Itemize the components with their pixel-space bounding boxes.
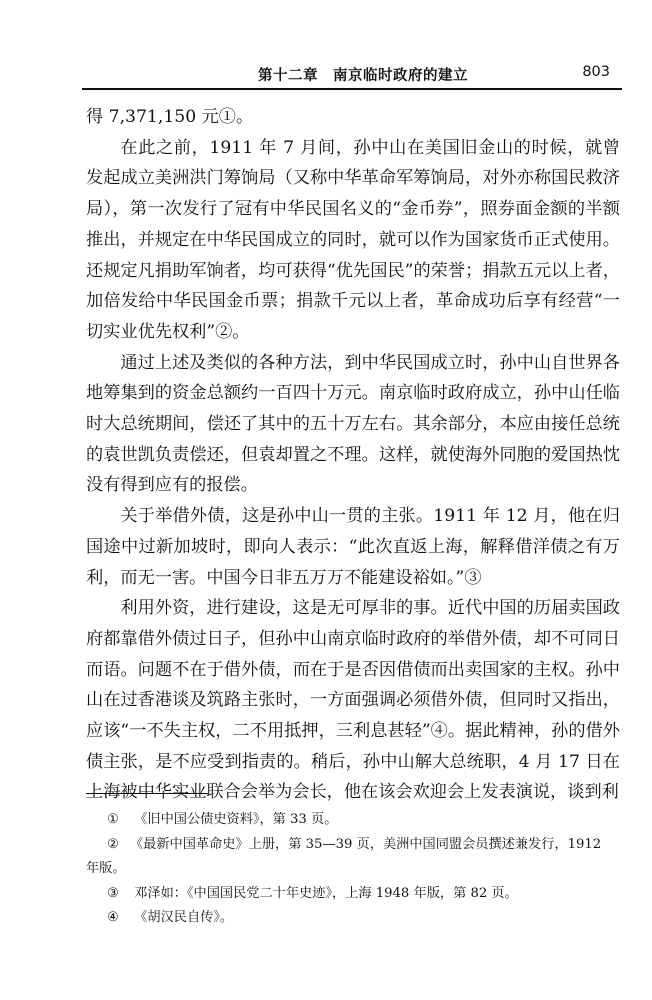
paragraph-1: 得 7,371,150 元①。 (86, 107, 254, 127)
footnote-continuation: 年版。 (86, 861, 126, 876)
paragraph-2: 在此之前，1911 年 7 月间，孙中山在美国旧金山的时候，就曾发起成立美洲洪门筹饷局（又称中华革命军筹饷局，对外亦称国民救济局），第一次发行了冠有中华民国名义的“金币券”，照券面金额的半额推出，并规定在中华民国成立的同时，就可以作为国家货币正式使用。还规定凡捐助军饷者，均可获得“优先国民”的荣誉；捐款五元以上者，加倍发给中华民国金币票；捐款千元以上者，革命成功后享有经营“一切实业优先权利”②。 (86, 137, 620, 342)
footnote-text: 《胡汉民自传》。 (134, 910, 234, 925)
footnote-2 (86, 833, 620, 882)
footnote-text: 《旧中国公债史资料》，第 33 页。 (134, 812, 338, 827)
running-header (82, 58, 622, 90)
page-number: 803 (582, 64, 610, 80)
footnote-4 (86, 906, 620, 931)
footnote-marker: ① (107, 812, 119, 827)
footnote-1 (86, 808, 620, 833)
footnote-3 (86, 882, 620, 907)
footnote-divider (86, 793, 208, 794)
body-text (86, 102, 620, 808)
footnote-text: 邓泽如：《中国国民党二十年史迹》，上海 1948 年版，第 82 页。 (134, 885, 518, 901)
footnote-marker: ② (107, 836, 119, 852)
paragraph-3: 通过上述及类似的各种方法，到中华民国成立时，孙中山自世界各地筹集到的资金总额约一百四十万元。南京临时政府成立，孙中山任临时大总统期间，偿还了其中的五十万左右。其余部分，本应由接任总统的袁世凯负责偿还，但袁却置之不理。这样，就使海外同胞的爱国热忱没有得到应有的报偿。 (86, 352, 620, 496)
paragraph-4: 关于举借外债，这是孙中山一贯的主张。1911 年 12 月，他在归国途中过新加坡时，即向人表示：“此次直返上海，解释借洋债之有万利，而无一害。中国今日非五万万不能建设裕如。”③ (86, 506, 620, 588)
footnote-marker: ③ (107, 885, 119, 901)
paragraph-5: 利用外资，进行建设，这是无可厚非的事。近代中国的历届卖国政府都靠借外债过日子，但孙中山南京临时政府的举借外债，却不可同日而语。问题不在于借外债，而在于是否因借债而出卖国家的主权。孙中山在过香港谈及筑路主张时，一方面强调必须借外债，但同时又指出，应该“一不失主权，二不用抵押，三利息甚轻”④。据此精神，孙的借外债主张，是不应受到指责的。稍后，孙中山解大总统职，4 月 17 日在上海被中华实业联合会举为会长，他在该会欢迎会上发表演说，谈到利 (86, 598, 620, 803)
chapter-title: 第十二章 南京临时政府的建立 (258, 68, 468, 84)
footnote-marker: ④ (107, 910, 119, 925)
footnote-text: 《最新中国革命史》上册，第 35—39 页，美洲中国同盟会员撰述兼发行，1912 (130, 836, 602, 852)
footnotes (86, 808, 620, 931)
